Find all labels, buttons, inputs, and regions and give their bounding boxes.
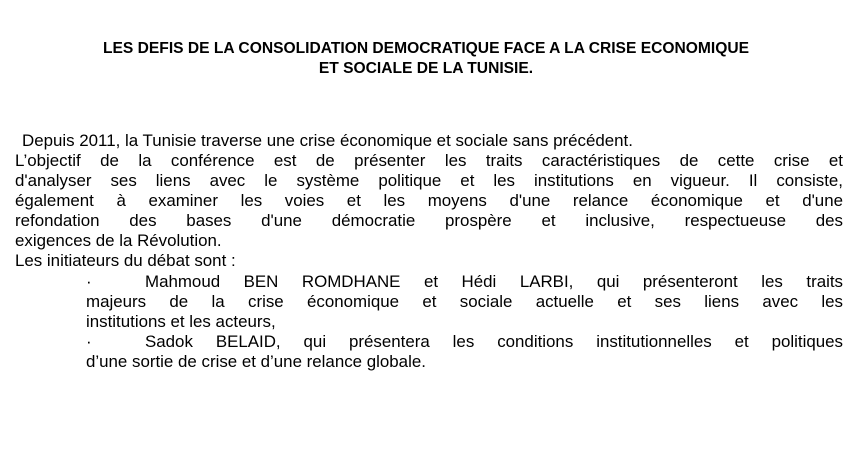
- document-title-line-1: LES DEFIS DE LA CONSOLIDATION DEMOCRATIQUE FACE A LA CRISE ECONOMIQUE: [102, 40, 749, 57]
- document-title-line-2: ET SOCIALE DE LA TUNISIE.: [318, 60, 534, 77]
- bullet-marker-1: ·: [86, 272, 92, 291]
- paragraph-line-2: L’objectif de la conférence est de présenter les traits caractéristiques de cette crise et: [15, 151, 843, 170]
- bullet-marker-2: ·: [86, 332, 92, 351]
- bullet-1-line-1: Mahmoud BEN ROMDHANE et Hédi LARBI, qui présenteront les traits: [145, 272, 843, 291]
- paragraph-line-3: d'analyser ses liens avec le système politique et les institutions en vigueur. Il consiste,: [15, 171, 843, 190]
- paragraph-line-6: exigences de la Révolution.: [15, 231, 222, 250]
- bullet-2-line-2: d’une sortie de crise et d’une relance globale.: [86, 352, 426, 371]
- bullet-1-line-2: majeurs de la crise économique et sociale actuelle et ses liens avec les: [86, 292, 843, 311]
- paragraph-line-5: refondation des bases d'une démocratie prospère et inclusive, respectueuse des: [15, 211, 843, 230]
- bullet-1-line-3: institutions et les acteurs,: [86, 312, 276, 331]
- paragraph-line-4: également à examiner les voies et les moyens d'une relance économique et d'une: [15, 191, 843, 210]
- bullet-2-line-1: Sadok BELAID, qui présentera les conditions institutionnelles et politiques: [145, 332, 843, 351]
- paragraph-line-1: Depuis 2011, la Tunisie traverse une crise économique et sociale sans précédent.: [22, 131, 633, 150]
- initiators-intro: Les initiateurs du débat sont :: [15, 251, 236, 270]
